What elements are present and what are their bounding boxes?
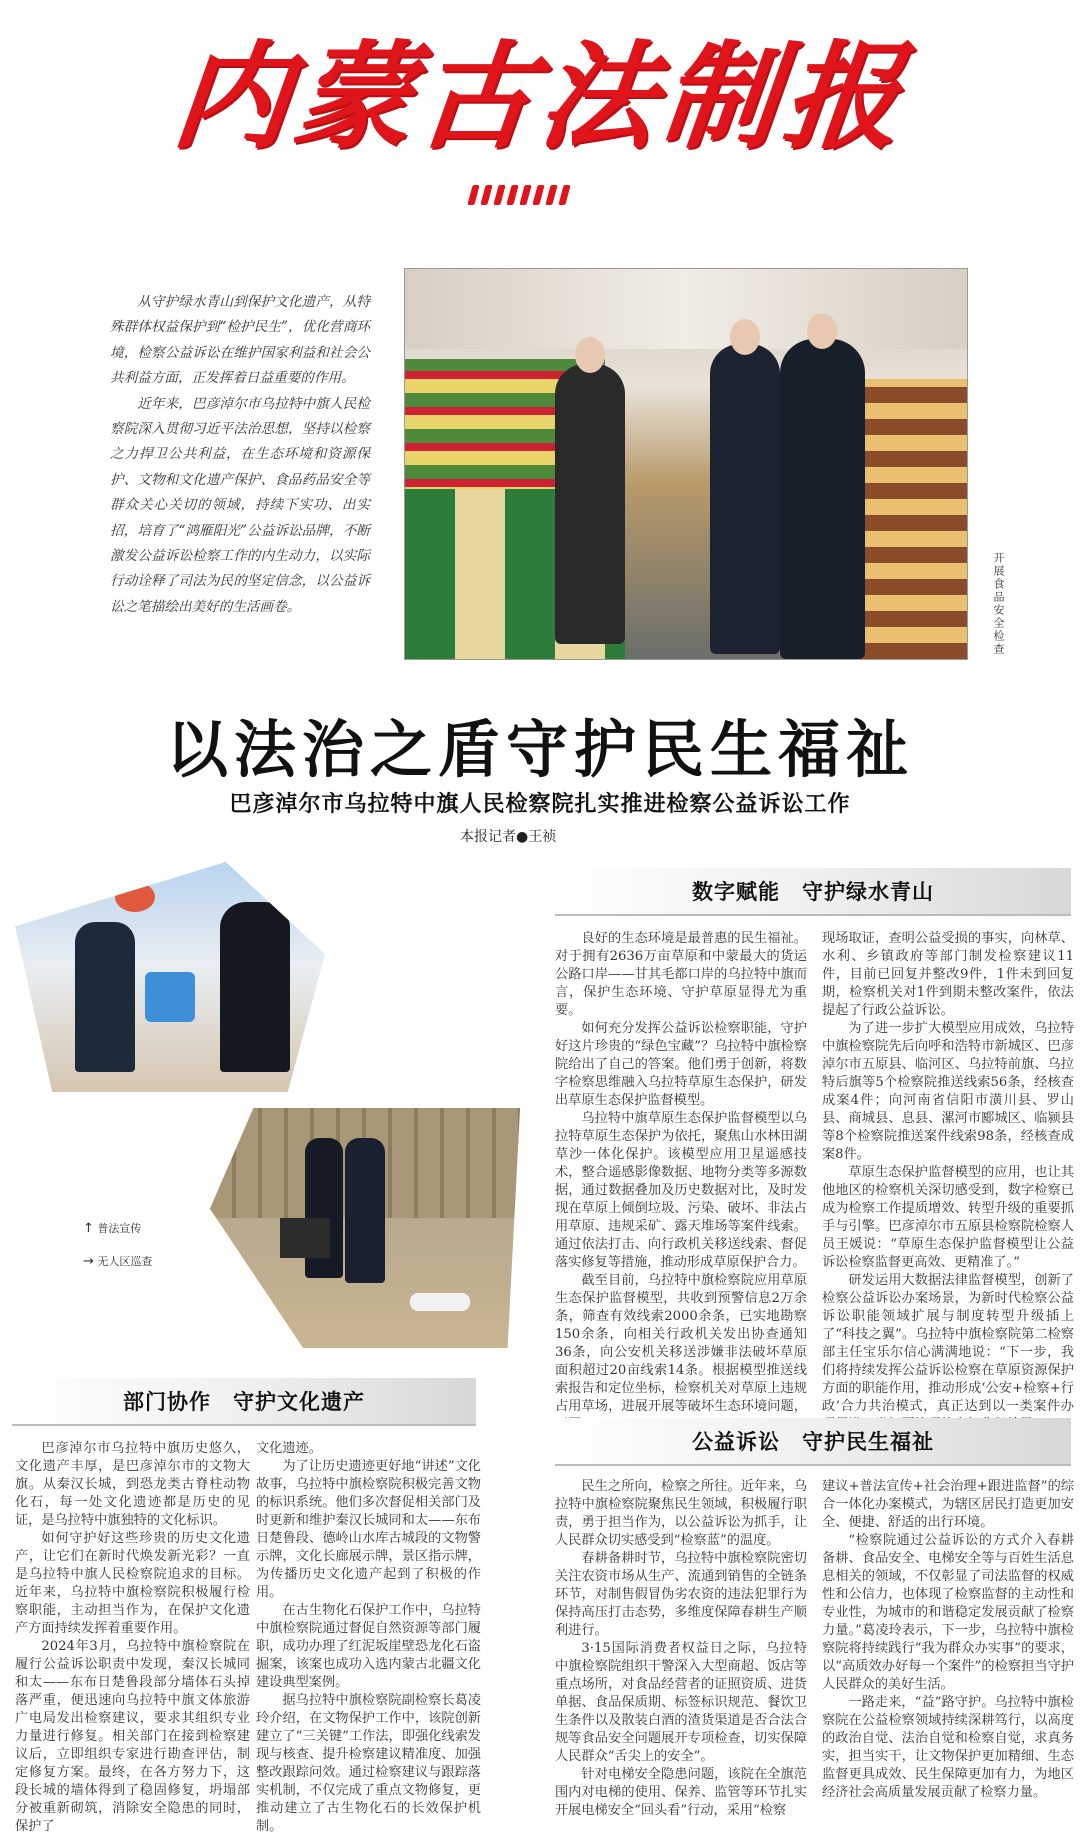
masthead [0,22,1080,182]
section-title-livelihood: 公益诉讼 守护民生福祉 [555,1418,1071,1466]
section1-col-left: 良好的生态环境是最普惠的民生福祉。对于拥有2636万亩草原和中蒙最大的货运公路口岸——甘其毛都口岸的乌拉特中旗而言，保护生态环境、守护草原显得尤为重要。 如何充分发挥公益诉讼检察职能，守护好这片珍贵的“绿色宝藏”？乌拉特中旗检察院给出了自己的答案。他们勇于创新，将数字检察思维融入乌拉特草原生态保护，研发出草原生态保护监督模型。 乌拉特中旗草原生态保护监督模型以乌拉特草原生态保护为依托，聚焦山水林田湖草沙一体化保护。该模型应用卫星遥感技术，整合遥感影像数据、地物分类等多源数据，通过数据叠加及历史数据对比，及时发现在草原上倾倒垃圾、污染、破坏、非法占用草原、违规采矿、露天堆场等案件线索。通过依法打击、向行政机关移送线索、督促落实修复等措施，推动形成草原保护合力。 截至目前，乌拉特中旗检察院应用草原生态保护监督模型，共收到预警信息2万余条，筛查有效线索2000余条，已实地勘察150余条，向相关行政机关发出协查通知36条，向公安机关移送涉嫌非法破坏草原面积超过20亩线索14条。根据模型推送线索报告和定位坐标，检察机关对草原上违规占用草场，进展开展等破坏生态环境问题， [555,931,807,1414]
section2-col-left: 巴彦淖尔市乌拉特中旗历史悠久，文化遗产丰厚，是巴彦淖尔市的文物大旗。从秦汉长城，到恐龙类古脊柱动物化石，每一处文化遗迹都是历史的见证，是乌拉特中旗独特的文化标识。 如何守护好这些珍贵的历史文化遗产，让它们在新时代焕发新光彩？一直是乌拉特中旗人民检察院追求的目标。近年来，乌拉特中旗检察院积极履行检察职能，主动担当作为，在保护文化遗产方面持续发挥着重要作用。 2024年3月，乌拉特中旗检察院在履行公益诉讼职责中发现，秦汉长城同和太——东布日楚鲁段部分墙体石头掉落严重，便迅速向乌拉特中旗文体旅游广电局发出检察建议，要求其组织专业力量进行修复。相关部门在接到检察建议后，立即组织专家进行勘查评估，制定修复方案。最终，在各方努力下，这段长城的墙体得到了稳固修复，坍塌部分被重新砌筑，消除安全隐患的同时，保护了 [15,1441,250,1834]
arrow-up-icon: ↑ [83,1221,94,1236]
arrow-right-icon: → [83,1254,94,1269]
section-title-digital: 数字赋能 守护绿水青山 [555,868,1071,916]
intro-paragraph: 近年来，巴彦淖尔市乌拉特中旗人民检察院深入贯彻习近平法治思想，坚持以检察之力捍卫公共利益，在生态环境和资源保护、文物和文化遗产保护、食品药品安全等群众关心关切的领域，持续下实功、出实招，培育了“鸿雁阳光”公益诉讼品牌，不断激发公益诉讼检察工作的内生动力，以实际行动诠释了司法为民的坚定信念，以公益诉讼之笔描绘出美好的生活画卷。 [110,395,370,615]
newspaper-title: 内蒙古法制报 [166,29,914,165]
supermarket-inspection-photo [404,268,968,660]
section3-col-left: 民生之所向，检察之所往。近年来，乌拉特中旗检察院聚焦民生领域，积极履行职责，勇于担当作为，以公益诉讼为抓手，让人民群众切实感受到“检察蓝”的温度。 春耕备耕时节，乌拉特中旗检察院密切关注农资市场从生产、流通到销售的全链条环节，对制售假冒伪劣农资的违法犯罪行为保持高压打击态势，多维度保障春耕生产顺利进行。 3·15国际消费者权益日之际，乌拉特中旗检察院组织干警深入大型商超、饭店等重点场所，对食品经营者的证照资质、进货单据、食品保质期、标签标识规范、餐饮卫生条件以及散装白酒的渣货渠道是否合法合规等食品安全问题展开专项检查，切实保障人民群众“舌尖上的安全”。 针对电梯安全隐患问题，该院在全旗范围内对电梯的使用、保养、监管等环节扎实开展电梯安全“回头看”行动，采用“检察 [555,1479,807,1818]
section1-col-right: 现场取证，查明公益受损的事实，向林草、水利、乡镇政府等部门制发检察建议11件，目前已回复并整改9件，1件未到回复期，检察机关对1件到期未整改案件，依法提起了行政公益诉讼。 为了进一步扩大模型应用成效，乌拉特中旗检察院先后向呼和浩特市新城区、巴彦淖尔市五原县、临河区、乌拉特前旗、乌拉特后旗等5个检察院推送线索56条，经核查成案4件；向河南省信阳市潢川县、罗山县、商城县、息县、漯河市郾城区、临颍县等8个检察院推送案件线索98条，经核查成案8件。 草原生态保护监督模型的应用，也让其他地区的检察机关深切感受到，数字检察已成为检察工作提质增效、转型升级的重要抓手与引擎。巴彦淖尔市五原县检察院检察人员王媛说：“草原生态保护监督模型让公益诉讼检察监督更高效、更精准了。” 研发运用大数据法律监督模型，创新了检察公益诉讼办案场景，为新时代检察公益诉讼职能领域扩展与制度转型升级插上了“科技之翼”。乌拉特中旗检察院第二检察部主任宝乐尔信心满满地说：“下一步，我们将持续发挥公益诉讼检察在草原资源保护方面的职能作用，推动形成‘公安+检察+行政’合力共治模式，真正达到以一类案件办 [822,931,1074,1414]
section3-col-right: 建议+普法宣传+社会治理+跟进监督”的综合一体化办案模式，为辖区居民打造更加安全、便捷、舒适的出行环境。 “检察院通过公益诉讼的方式介入春耕备耕、食品安全、电梯安全等与百姓生活息息相关的领域，不仅彰显了司法监督的权威性和公信力，也体现了检察监督的主动性和专业性，为城市的和谐稳定发展贡献了检察力量。”葛凌玲表示，下一步，乌拉特中旗检察院将持续践行“我为群众办实事”的要求，以“高质效办好每一个案件”的检察担当守护人民群众的美好生活。 一路走来，“益”路守护。乌拉特中旗检察院在公益检察领域持续深耕笃行，以高度的政治自觉、法治自觉和检察自觉，求真务实，担当实干，让文物保护更加精细、生态监督更具成效、民生保障更加有力，为地区经济社会高质量发展贡献了检察力量。 [822,1479,1074,1800]
legal-promotion-photo [15,862,325,1092]
photo-label-right: → 无人区巡查 [83,1254,153,1269]
photo-label-up: ↑ 普法宣传 [83,1221,142,1236]
headline: 以法治之盾守护民生福祉 [165,713,914,786]
no-man-zone-patrol-photo [210,1108,520,1348]
subheadline: 巴彦淖尔市乌拉特中旗人民检察院扎实推进检察公益诉讼工作 [229,792,851,817]
intro-paragraph: 从守护绿水青山到保护文化遗产，从特殊群体权益保护到“检护民生”，优化营商环境，检察公益诉讼在维护国家利益和社会公共利益方面，正发挥着日益重要的作用。 [110,294,370,387]
photo-caption: 开展食品安全检查 [992,552,1005,656]
intro-text [110,290,370,620]
section-title-heritage: 部门协作 守护文化遗产 [12,1378,476,1426]
mongolian-script-logo [470,185,580,211]
section2-col-right: 文化遗迹。 为了让历史遗迹更好地“讲述”文化故事，乌拉特中旗检察院积极完善文物的标识系统。他们多次督促相关部门及时更新和维护秦汉长城同和太——东布日楚鲁段、德岭山水库古城段的文物警示牌，文化长廊展示牌，景区指示牌，为传播历史文化遗产起到了积极的作用。 在古生物化石保护工作中，乌拉特中旗检察院通过督促自然资源等部门履职，成功办理了红泥坂崖壁恐龙化石盗掘案，该案也成功入选内蒙古北疆文化建设典型案例。 据乌拉特中旗检察院副检察长葛凌玲介绍，在文物保护工作中，该院创新建立了“三关键”工作法，即强化线索发现与核查、提升检察建议精准度、加强整改跟踪问效。通过检察建议与跟踪落实机制，不仅完成了重点文物修复，更推动建立了古生物化石的长效保护机制。 [256,1441,481,1834]
byline: 本报记者●王祯 [460,829,557,845]
